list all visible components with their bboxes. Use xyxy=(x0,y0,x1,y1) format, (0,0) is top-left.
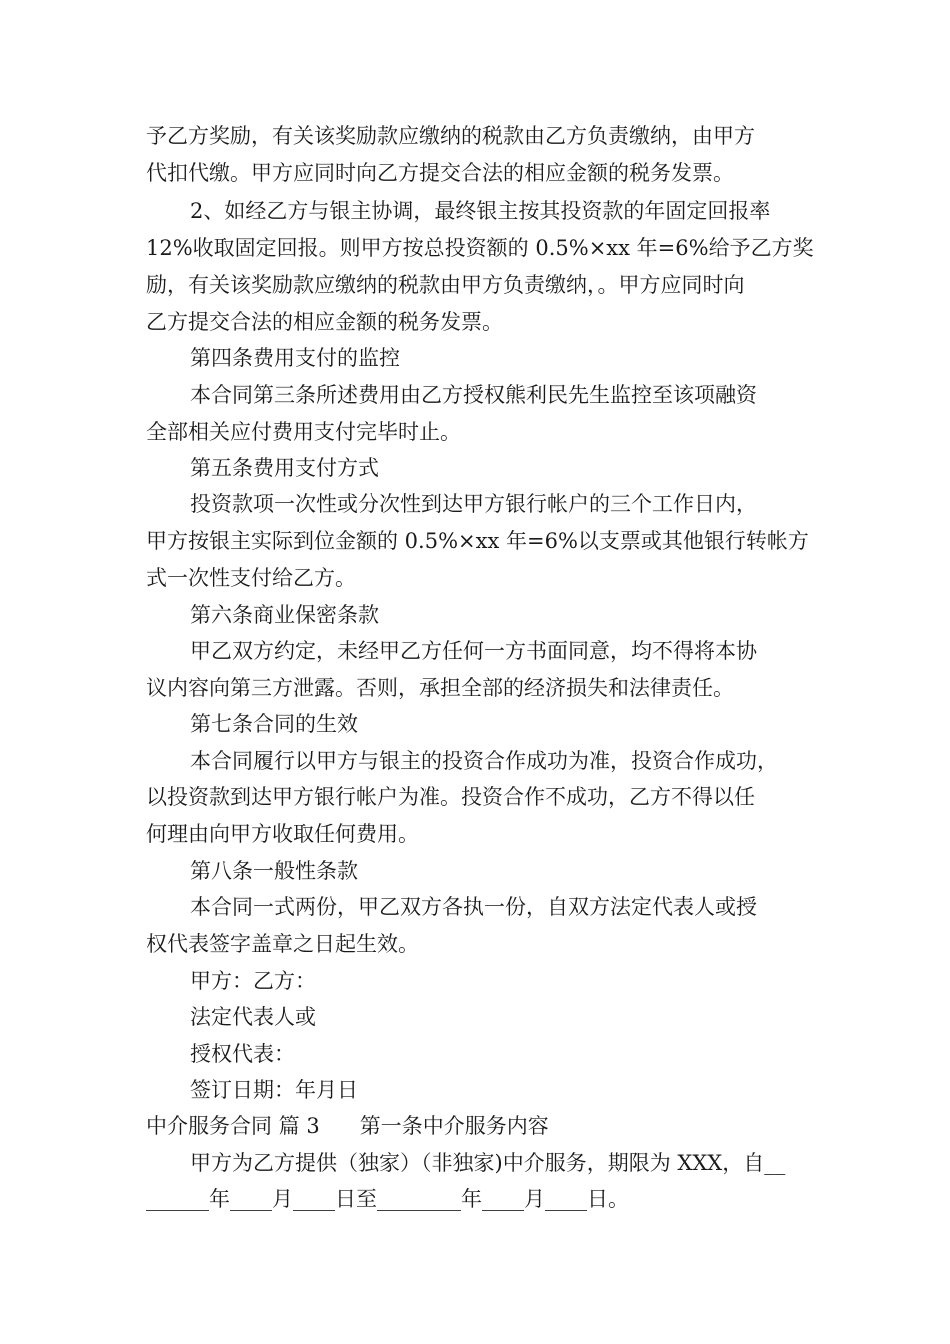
signature-representative: 法定代表人或 xyxy=(190,1005,316,1029)
body-line: 权代表签字盖章之日起生效。 xyxy=(146,932,419,956)
body-line: 本合同履行以甲方与银主的投资合作成功为准，投资合作成功， xyxy=(190,749,778,773)
body-line: 议内容向第三方泄露。否则，承担全部的经济损失和法律责任。 xyxy=(146,676,734,700)
body-line: 本合同一式两份，甲乙双方各执一份，自双方法定代表人或授 xyxy=(190,895,757,919)
body-line: 式一次性支付给乙方。 xyxy=(146,566,356,590)
body-line: 以投资款到达甲方银行帐户为准。投资合作不成功，乙方不得以任 xyxy=(146,785,755,809)
body-line: 乙方提交合法的相应金额的税务发票。 xyxy=(146,310,503,334)
body-line: 予乙方奖励，有关该奖励款应缴纳的税款由乙方负责缴纳，由甲方 xyxy=(146,124,755,148)
clause-heading: 第八条一般性条款 xyxy=(190,859,358,883)
signature-date: 签订日期：年月日 xyxy=(190,1078,358,1102)
first-clause-heading: 第一条中介服务内容 xyxy=(359,1114,549,1138)
body-line: 甲方按银主实际到位金额的 0.5%×xx 年=6%以支票或其他银行转帐方 xyxy=(146,529,809,553)
body-line: 投资款项一次性或分次性到达甲方银行帐户的三个工作日内， xyxy=(190,492,757,516)
signature-authorized: 授权代表： xyxy=(190,1042,295,1066)
body-line: 甲方为乙方提供（独家）（非独家)中介服务，期限为 XXX，自__ xyxy=(190,1151,786,1175)
section-heading xyxy=(146,1111,549,1141)
clause-heading: 第七条合同的生效 xyxy=(190,712,358,736)
body-line: 本合同第三条所述费用由乙方授权熊利民先生监控至该项融资 xyxy=(190,383,757,407)
body-line: 甲乙双方约定，未经甲乙方任何一方书面同意，均不得将本协 xyxy=(190,639,757,663)
body-line: 励，有关该奖励款应缴纳的税款由甲方负责缴纳，。甲方应同时向 xyxy=(146,273,745,297)
body-line: 12%收取固定回报。则甲方按总投资额的 0.5%×xx 年=6%给予乙方奖 xyxy=(146,236,814,260)
body-line: 代扣代缴。甲方应同时向乙方提交合法的相应金额的税务发票。 xyxy=(146,161,734,185)
clause-heading: 第六条商业保密条款 xyxy=(190,603,379,627)
body-line: 何理由向甲方收取任何费用。 xyxy=(146,822,419,846)
body-line: ______年____月____日至________年____月____日。 xyxy=(146,1187,629,1211)
contract-title: 中介服务合同 篇 3 xyxy=(146,1114,320,1138)
body-line: 2、如经乙方与银主协调，最终银主按其投资款的年固定回报率 xyxy=(190,199,771,223)
clause-heading: 第四条费用支付的监控 xyxy=(190,346,400,370)
clause-heading: 第五条费用支付方式 xyxy=(190,456,379,480)
body-line: 全部相关应付费用支付完毕时止。 xyxy=(146,420,461,444)
signature-parties: 甲方：乙方： xyxy=(190,969,316,993)
